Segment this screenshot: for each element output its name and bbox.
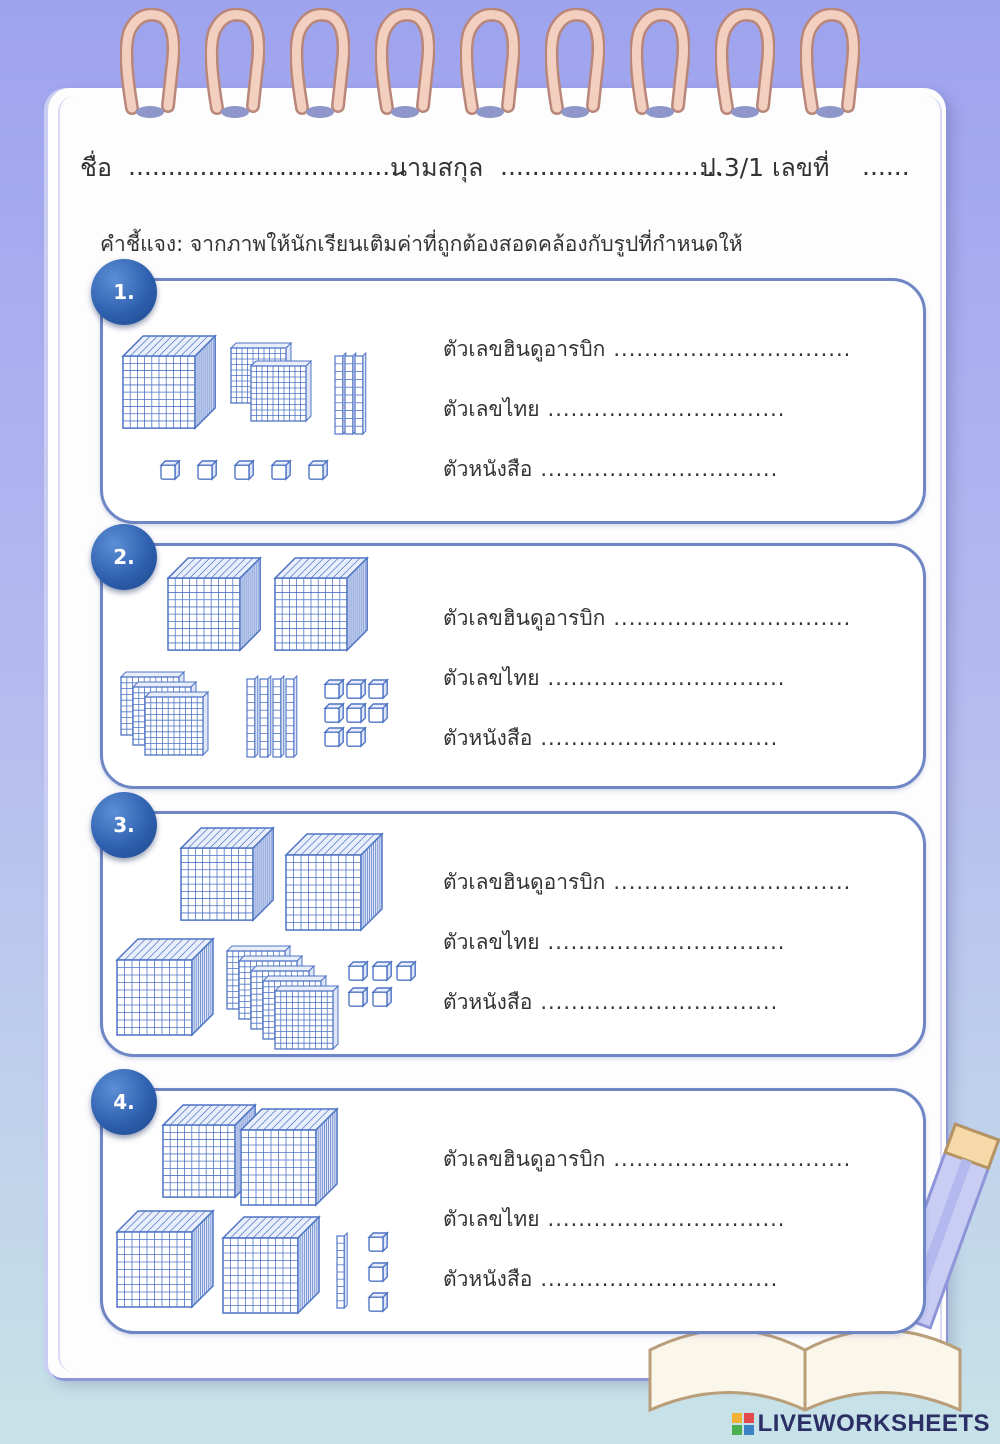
- student-info-line: [80, 148, 910, 188]
- question-number-badge: 3.: [91, 792, 157, 858]
- one-cube: [325, 704, 343, 722]
- question-number-badge: 1.: [91, 259, 157, 325]
- thousand-cube: [117, 1211, 213, 1307]
- spiral-ring: [460, 8, 520, 118]
- thousand-cube: [223, 1217, 319, 1313]
- thousand-cube: [117, 939, 213, 1035]
- one-cube: [369, 1233, 387, 1251]
- base-ten-blocks: [103, 546, 423, 786]
- one-cube: [369, 704, 387, 722]
- surname-field[interactable]: ............................: [500, 152, 723, 181]
- number-field[interactable]: ......: [862, 152, 910, 181]
- ten-rod: [335, 353, 346, 434]
- ten-rod: [247, 676, 258, 757]
- one-cube: [397, 962, 415, 980]
- arabic-numeral-answer[interactable]: ตัวเลขฮินดูอารบิก ...............................: [443, 337, 852, 361]
- liveworksheets-logo[interactable]: [732, 1410, 990, 1438]
- hundred-flat: [251, 361, 311, 421]
- liveworksheets-logo-icon: [732, 1413, 754, 1435]
- spiral-ring: [800, 8, 860, 118]
- thai-numeral-answer[interactable]: ตัวเลขไทย ...............................: [443, 397, 786, 421]
- ten-rod: [260, 676, 271, 757]
- arabic-numeral-answer[interactable]: ตัวเลขฮินดูอารบิก ...............................: [443, 606, 852, 630]
- thai-numeral-answer[interactable]: ตัวเลขไทย ...............................: [443, 666, 786, 690]
- one-cube: [272, 461, 290, 479]
- one-cube: [347, 728, 365, 746]
- one-cube: [309, 461, 327, 479]
- thousand-cube: [241, 1109, 337, 1205]
- one-cube: [369, 680, 387, 698]
- thousand-cube: [181, 828, 273, 920]
- thousand-cube: [123, 336, 215, 428]
- base-ten-blocks: [103, 281, 423, 521]
- spiral-ring: [630, 8, 690, 118]
- number-words-answer[interactable]: ตัวหนังสือ ...............................: [443, 726, 779, 750]
- question-box-4: [100, 1088, 926, 1334]
- spiral-ring: [290, 8, 350, 118]
- number-words-answer[interactable]: ตัวหนังสือ ...............................: [443, 457, 779, 481]
- one-cube: [347, 704, 365, 722]
- one-cube: [373, 988, 391, 1006]
- one-cube: [369, 1263, 387, 1281]
- spiral-ring: [715, 8, 775, 118]
- one-cube: [347, 680, 365, 698]
- hundred-flat: [145, 692, 208, 755]
- spiral-ring: [205, 8, 265, 118]
- spiral-ring: [375, 8, 435, 118]
- one-cube: [349, 988, 367, 1006]
- ten-rod: [337, 1233, 347, 1308]
- spiral-ring: [545, 8, 605, 118]
- one-cube: [369, 1293, 387, 1311]
- one-cube: [198, 461, 216, 479]
- one-cube: [373, 962, 391, 980]
- base-ten-blocks: [103, 814, 423, 1054]
- thousand-cube: [168, 558, 260, 650]
- question-number-badge: 2.: [91, 524, 157, 590]
- arabic-numeral-answer[interactable]: ตัวเลขฮินดูอารบิก ...............................: [443, 870, 852, 894]
- ten-rod: [355, 353, 366, 434]
- name-field[interactable]: ...................................: [128, 152, 407, 181]
- spiral-ring: [120, 8, 180, 118]
- one-cube: [325, 680, 343, 698]
- number-words-answer[interactable]: ตัวหนังสือ ...............................: [443, 990, 779, 1014]
- one-cube: [161, 461, 179, 479]
- arabic-numeral-answer[interactable]: ตัวเลขฮินดูอารบิก ...............................: [443, 1147, 852, 1171]
- question-box-3: [100, 811, 926, 1057]
- thousand-cube: [275, 558, 367, 650]
- number-words-answer[interactable]: ตัวหนังสือ ...............................: [443, 1267, 779, 1291]
- instruction-text: คำชี้แจง: จากภาพให้นักเรียนเติมค่าที่ถูกต้องสอดคล้องกับรูปที่กำหนดให้: [100, 232, 743, 256]
- base-ten-blocks: [103, 1091, 423, 1331]
- thousand-cube: [286, 834, 382, 930]
- ten-rod: [286, 676, 297, 757]
- thai-numeral-answer[interactable]: ตัวเลขไทย ...............................: [443, 930, 786, 954]
- hundred-flat: [275, 986, 338, 1049]
- surname-label: นามสกุล: [390, 153, 484, 182]
- one-cube: [325, 728, 343, 746]
- ten-rod: [273, 676, 284, 757]
- name-label: ชื่อ: [80, 153, 112, 182]
- question-number-badge: 4.: [91, 1069, 157, 1135]
- class-number-label: ป.3/1 เลขที่: [700, 153, 830, 182]
- question-box-2: [100, 543, 926, 789]
- logo-text: LIVEWORKSHEETS: [757, 1410, 990, 1437]
- one-cube: [349, 962, 367, 980]
- ten-rod: [345, 353, 356, 434]
- question-box-1: [100, 278, 926, 524]
- thai-numeral-answer[interactable]: ตัวเลขไทย ...............................: [443, 1207, 786, 1231]
- one-cube: [235, 461, 253, 479]
